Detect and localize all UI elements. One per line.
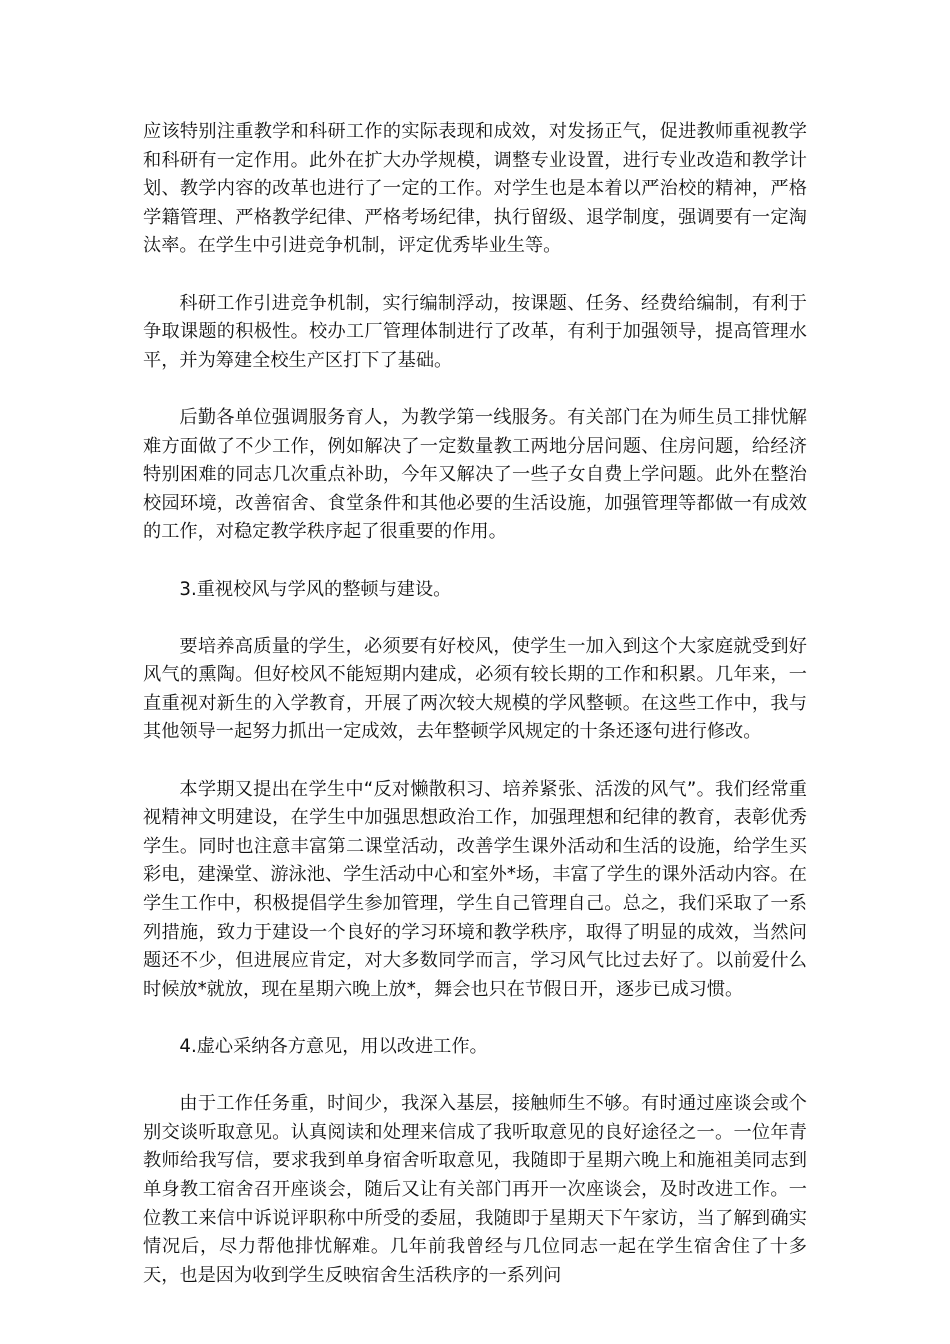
paragraph-research-reform: 科研工作引进竞争机制，实行编制浮动，按课题、任务、经费给编制，有利于争取课题的积极性。校办工厂管理体制进行了改革，有利于加强领导，提高管理水平，并为筹建全校生产区打下了基础。 bbox=[143, 292, 807, 371]
paragraph-school-spirit: 要培养高质量的学生，必须要有好校风，使学生一加入到这个大家庭就受到好风气的熏陶。但好校风不能短期内建成，必须有较长期的工作和积累。几年来，一直重视对新生的入学教育，开展了两次较大规模的学风整顿。在这些工作中，我与其他领导一起努力抓出一定成效，去年整顿学风规定的十条还逐句进行修改。 bbox=[143, 635, 807, 743]
section-heading-3: 3.重视校风与学风的整顿与建设。 bbox=[179, 578, 452, 600]
section-heading-4: 4.虚心采纳各方意见，用以改进工作。 bbox=[179, 1036, 488, 1057]
paragraph-continued-discipline: 应该特别注重教学和科研工作的实际表现和成效，对发扬正气，促进教师重视教学和科研有一定作用。此外在扩大办学规模，调整专业设置，进行专业改造和教学计划、教学内容的改革也进行了一定的工作。对学生也是本着以严治校的精神，严格学籍管理、严格教学纪律、严格考场纪律，执行留级、退学制度，强调要有一定淘汰率。在学生中引进竞争机制，评定优秀毕业生等。 bbox=[143, 121, 807, 257]
paragraph-student-activities: 本学期又提出在学生中“反对懒散积习、培养紧张、活泼的风气”。我们经常重视精神文明建设，在学生中加强思想政治工作，加强理想和纪律的教育，表彰优秀学生。同时也注意丰富第二课堂活动，改善学生课外活动和生活的设施，给学生买彩电，建澡堂、游泳池、学生活动中心和室外*场，丰富了学生的课外活动内容。在学生工作中，积极提倡学生参加管理，学生自己管理自己。总之，我们采取了一系列措施，致力于建设一个良好的学习环境和教学秩序，取得了明显的成效，当然问题还不少，但进展应肯定，对大多数同学而言，学习风气比过去好了。以前爱什么时候放*就放，现在星期六晚上放*，舞会也只在节假日开，逐步已成习惯。 bbox=[143, 778, 807, 1000]
paragraph-listening-opinions: 由于工作任务重，时间少，我深入基层，接触师生不够。有时通过座谈会或个别交谈听取意见。认真阅读和处理来信成了我听取意见的良好途径之一。一位年青教师给我写信，要求我到单身宿舍听取意见，我随即于星期六晚上和施祖美同志到单身教工宿舍召开座谈会，随后又让有关部门再开一次座谈会，及时改进工作。一位教工来信中诉说评职称中所受的委屈，我随即于星期天下午家访，当了解到确实情况后，尽力帮他排忧解难。几年前我曾经与几位同志一起在学生宿舍住了十多天，也是因为收到学生反映宿舍生活秩序的一系列问 bbox=[143, 1093, 807, 1286]
document-body bbox=[143, 118, 807, 1319]
paragraph-logistics-service: 后勤各单位强调服务育人，为教学第一线服务。有关部门在为师生员工排忧解难方面做了不少工作，例如解决了一定数量教工两地分居问题、住房问题，给经济特别困难的同志几次重点补助，今年又解决了一些子女自费上学问题。此外在整治校园环境，改善宿舍、食堂条件和其他必要的生活设施，加强管理等都做一有成效的工作，对稳定教学秩序起了很重要的作用。 bbox=[143, 406, 807, 543]
